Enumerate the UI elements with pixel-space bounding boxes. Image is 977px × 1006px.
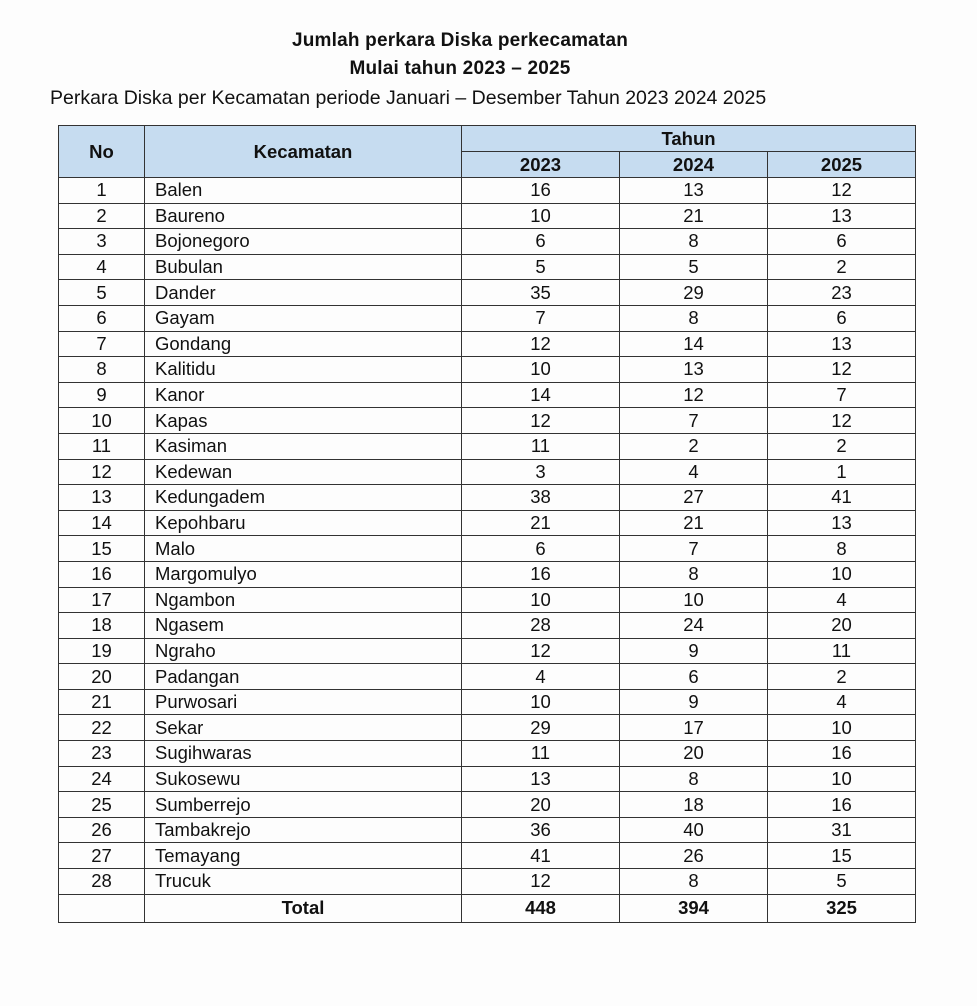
cell-2023: 4: [462, 664, 620, 690]
cell-2025: 5: [768, 869, 916, 895]
cell-2025: 31: [768, 817, 916, 843]
cell-kecamatan: Bubulan: [145, 254, 462, 280]
cell-2024: 27: [620, 485, 768, 511]
cell-2024: 21: [620, 203, 768, 229]
cell-kecamatan: Purwosari: [145, 689, 462, 715]
cell-no: 19: [59, 638, 145, 664]
cell-no: 26: [59, 817, 145, 843]
cell-2023: 7: [462, 305, 620, 331]
cell-2023: 10: [462, 203, 620, 229]
cell-no: 14: [59, 510, 145, 536]
cell-2025: 2: [768, 254, 916, 280]
cell-2024: 13: [620, 357, 768, 383]
table-row: [59, 638, 916, 664]
table-row: [59, 792, 916, 818]
table-row: [59, 510, 916, 536]
table-row: [59, 766, 916, 792]
cell-2023: 3: [462, 459, 620, 485]
cell-2025: 16: [768, 792, 916, 818]
table-row: [59, 305, 916, 331]
cell-2025: 12: [768, 178, 916, 204]
cell-kecamatan: Margomulyo: [145, 561, 462, 587]
cell-no: 3: [59, 229, 145, 255]
cell-2024: 5: [620, 254, 768, 280]
cell-2024: 17: [620, 715, 768, 741]
cell-2024: 21: [620, 510, 768, 536]
table-row: [59, 817, 916, 843]
table-row: [59, 664, 916, 690]
table-row: [59, 741, 916, 767]
total-label: Total: [145, 894, 462, 922]
cell-2023: 6: [462, 229, 620, 255]
cell-2025: 6: [768, 229, 916, 255]
table-row: [59, 357, 916, 383]
header-no: No: [59, 126, 145, 178]
cell-no: 27: [59, 843, 145, 869]
table-row: [59, 587, 916, 613]
cell-2025: 13: [768, 510, 916, 536]
cell-no: 9: [59, 382, 145, 408]
cell-2025: 4: [768, 587, 916, 613]
total-row: [59, 894, 916, 922]
cell-kecamatan: Ngasem: [145, 613, 462, 639]
cell-no: 24: [59, 766, 145, 792]
table-row: [59, 254, 916, 280]
total-no-cell: [59, 894, 145, 922]
table-body: [59, 178, 916, 895]
cell-2024: 10: [620, 587, 768, 613]
table-row: [59, 433, 916, 459]
cell-no: 12: [59, 459, 145, 485]
header-tahun: Tahun: [462, 126, 916, 152]
cell-2025: 10: [768, 766, 916, 792]
table-row: [59, 331, 916, 357]
table-row: [59, 869, 916, 895]
cell-2023: 16: [462, 178, 620, 204]
total-2025: 325: [768, 894, 916, 922]
cell-kecamatan: Ngambon: [145, 587, 462, 613]
table-row: [59, 203, 916, 229]
cell-no: 1: [59, 178, 145, 204]
cell-no: 17: [59, 587, 145, 613]
cell-no: 4: [59, 254, 145, 280]
table-row: [59, 689, 916, 715]
cell-2023: 6: [462, 536, 620, 562]
table-row: [59, 561, 916, 587]
cell-2025: 15: [768, 843, 916, 869]
cell-2025: 13: [768, 203, 916, 229]
header-year-2025: 2025: [768, 152, 916, 178]
cell-no: 10: [59, 408, 145, 434]
document-title: Jumlah perkara Diska perkecamatan: [291, 30, 629, 51]
cell-kecamatan: Kanor: [145, 382, 462, 408]
cell-no: 13: [59, 485, 145, 511]
cell-kecamatan: Malo: [145, 536, 462, 562]
cell-kecamatan: Ngraho: [145, 638, 462, 664]
cell-2023: 21: [462, 510, 620, 536]
cell-2024: 26: [620, 843, 768, 869]
cell-kecamatan: Kedungadem: [145, 485, 462, 511]
cell-2025: 1: [768, 459, 916, 485]
cell-2024: 24: [620, 613, 768, 639]
cell-kecamatan: Temayang: [145, 843, 462, 869]
cell-2024: 18: [620, 792, 768, 818]
cell-no: 2: [59, 203, 145, 229]
cell-2025: 7: [768, 382, 916, 408]
cell-kecamatan: Kalitidu: [145, 357, 462, 383]
cell-kecamatan: Sumberrejo: [145, 792, 462, 818]
cell-kecamatan: Trucuk: [145, 869, 462, 895]
cell-2023: 29: [462, 715, 620, 741]
total-2023: 448: [462, 894, 620, 922]
cell-2023: 12: [462, 408, 620, 434]
cell-2025: 23: [768, 280, 916, 306]
cell-kecamatan: Dander: [145, 280, 462, 306]
cell-2025: 2: [768, 664, 916, 690]
cell-2025: 20: [768, 613, 916, 639]
cell-no: 21: [59, 689, 145, 715]
cell-2024: 13: [620, 178, 768, 204]
cell-2023: 12: [462, 331, 620, 357]
cell-2024: 8: [620, 869, 768, 895]
cell-kecamatan: Kepohbaru: [145, 510, 462, 536]
cell-2025: 4: [768, 689, 916, 715]
table-row: [59, 229, 916, 255]
cell-2025: 8: [768, 536, 916, 562]
table-row: [59, 485, 916, 511]
table-row: [59, 408, 916, 434]
cell-kecamatan: Sukosewu: [145, 766, 462, 792]
table-header: [59, 126, 916, 178]
cell-2024: 4: [620, 459, 768, 485]
cell-2023: 5: [462, 254, 620, 280]
document-subtitle: Perkara Diska per Kecamatan periode Januari – Desember Tahun 2023 2024 2025: [50, 87, 767, 109]
total-2024: 394: [620, 894, 768, 922]
cell-2023: 20: [462, 792, 620, 818]
cell-2023: 38: [462, 485, 620, 511]
cell-2025: 16: [768, 741, 916, 767]
cell-2024: 20: [620, 741, 768, 767]
cell-2024: 40: [620, 817, 768, 843]
cell-no: 23: [59, 741, 145, 767]
cell-2024: 7: [620, 536, 768, 562]
cell-2025: 2: [768, 433, 916, 459]
cell-2023: 16: [462, 561, 620, 587]
cell-2025: 6: [768, 305, 916, 331]
cell-no: 11: [59, 433, 145, 459]
cell-2023: 11: [462, 741, 620, 767]
cell-2024: 8: [620, 229, 768, 255]
cell-2023: 36: [462, 817, 620, 843]
cell-2024: 8: [620, 561, 768, 587]
header-kecamatan: Kecamatan: [145, 126, 462, 178]
cell-2023: 41: [462, 843, 620, 869]
cell-2023: 10: [462, 587, 620, 613]
table-row: [59, 536, 916, 562]
cell-no: 18: [59, 613, 145, 639]
cases-table: [58, 125, 916, 923]
cell-no: 20: [59, 664, 145, 690]
cell-2023: 11: [462, 433, 620, 459]
cell-2023: 12: [462, 638, 620, 664]
cell-2024: 7: [620, 408, 768, 434]
cell-2024: 12: [620, 382, 768, 408]
cell-2023: 10: [462, 357, 620, 383]
cell-no: 15: [59, 536, 145, 562]
cell-2023: 14: [462, 382, 620, 408]
cell-kecamatan: Tambakrejo: [145, 817, 462, 843]
cell-kecamatan: Kasiman: [145, 433, 462, 459]
cell-kecamatan: Bojonegoro: [145, 229, 462, 255]
cell-2024: 14: [620, 331, 768, 357]
table-row: [59, 280, 916, 306]
cell-no: 8: [59, 357, 145, 383]
cell-kecamatan: Gondang: [145, 331, 462, 357]
cell-2023: 12: [462, 869, 620, 895]
cell-no: 22: [59, 715, 145, 741]
cell-2023: 28: [462, 613, 620, 639]
document-title-period: Mulai tahun 2023 – 2025: [349, 58, 571, 79]
cell-2025: 12: [768, 357, 916, 383]
cell-2025: 10: [768, 561, 916, 587]
cell-no: 28: [59, 869, 145, 895]
table-row: [59, 178, 916, 204]
cell-no: 6: [59, 305, 145, 331]
cell-kecamatan: Kedewan: [145, 459, 462, 485]
cell-2023: 10: [462, 689, 620, 715]
cell-kecamatan: Baureno: [145, 203, 462, 229]
cell-2024: 9: [620, 638, 768, 664]
table-row: [59, 459, 916, 485]
cell-kecamatan: Sugihwaras: [145, 741, 462, 767]
cell-2025: 41: [768, 485, 916, 511]
cell-no: 25: [59, 792, 145, 818]
cell-2024: 8: [620, 305, 768, 331]
cell-kecamatan: Gayam: [145, 305, 462, 331]
cell-2023: 35: [462, 280, 620, 306]
cell-2024: 9: [620, 689, 768, 715]
cell-kecamatan: Balen: [145, 178, 462, 204]
cell-kecamatan: Sekar: [145, 715, 462, 741]
cell-2024: 8: [620, 766, 768, 792]
cell-2025: 13: [768, 331, 916, 357]
table-row: [59, 613, 916, 639]
cell-2024: 29: [620, 280, 768, 306]
table-row: [59, 382, 916, 408]
cell-2023: 13: [462, 766, 620, 792]
table-row: [59, 715, 916, 741]
cell-2024: 6: [620, 664, 768, 690]
cell-2025: 11: [768, 638, 916, 664]
cell-no: 16: [59, 561, 145, 587]
cell-kecamatan: Padangan: [145, 664, 462, 690]
header-year-2024: 2024: [620, 152, 768, 178]
cell-2025: 12: [768, 408, 916, 434]
cell-kecamatan: Kapas: [145, 408, 462, 434]
cell-no: 5: [59, 280, 145, 306]
table-row: [59, 843, 916, 869]
cell-2024: 2: [620, 433, 768, 459]
header-year-2023: 2023: [462, 152, 620, 178]
cell-2025: 10: [768, 715, 916, 741]
cell-no: 7: [59, 331, 145, 357]
